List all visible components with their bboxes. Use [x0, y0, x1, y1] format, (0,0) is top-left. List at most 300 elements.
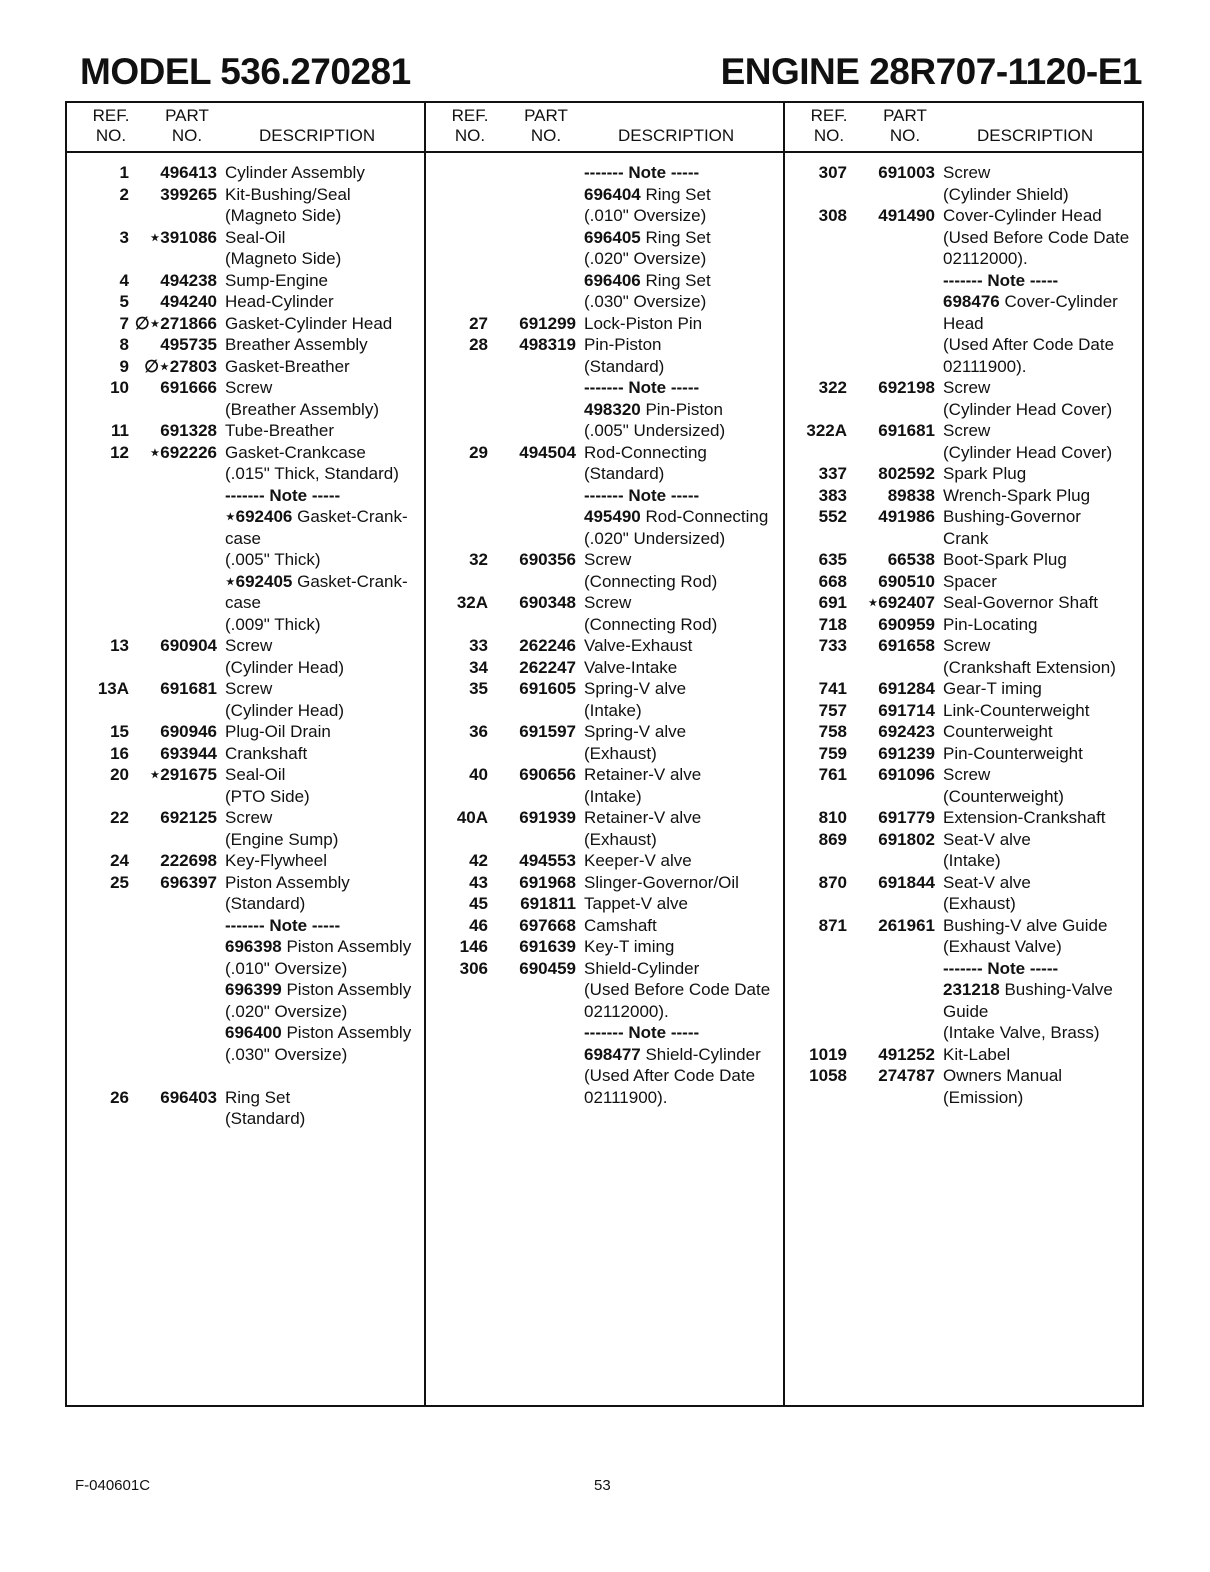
description: [943, 313, 984, 335]
description-text: (Cylinder Shield): [943, 184, 1069, 204]
ref-number: 46: [469, 915, 488, 935]
description: [943, 399, 1112, 421]
description: [584, 571, 717, 593]
description-text: (Cylinder Head Cover): [943, 442, 1113, 462]
column-1-rows: [67, 162, 425, 1130]
table-row: [785, 356, 1143, 378]
column-3: [785, 103, 1143, 1405]
table-row: [67, 334, 425, 356]
table-row: [426, 786, 784, 808]
description-text: Tappet-V alve: [584, 894, 688, 913]
description: [943, 227, 1129, 249]
description: [225, 786, 310, 808]
description: [943, 571, 997, 593]
alternate-part-number: 498320: [584, 399, 641, 419]
table-row: [426, 313, 784, 335]
part-number: 691681: [878, 421, 935, 440]
part-number: 697668: [519, 915, 576, 935]
description: [584, 463, 664, 485]
table-row: [67, 549, 425, 571]
description-text: Cylinder Assembly: [225, 163, 365, 182]
table-row: [67, 872, 425, 894]
table-row: [785, 721, 1143, 743]
alternate-part-number: 231218: [943, 980, 1000, 999]
alternate-part-number: 698477: [584, 1044, 641, 1064]
table-row: [426, 807, 784, 829]
description-text: Slinger-Governor/Oil: [584, 872, 739, 892]
description-text: Link-Counterweight: [943, 700, 1090, 720]
table-row: [426, 334, 784, 356]
description-text: Ring Set: [645, 184, 711, 204]
description-text: 02111900).: [584, 1087, 668, 1107]
note-separator: [943, 958, 1058, 980]
table-row: [67, 1087, 425, 1109]
ref-number: 5: [119, 292, 129, 311]
description: [943, 1001, 988, 1023]
description-text: Gasket-Crank-: [297, 571, 408, 591]
description: [225, 1087, 290, 1109]
description-text: Tube-Breather: [225, 421, 334, 440]
part-number: 491490: [878, 206, 935, 225]
description-text: Seat-V alve: [943, 872, 1031, 892]
table-row: [67, 506, 425, 528]
part-number: 690348: [519, 593, 576, 612]
part-number: 89838: [887, 485, 935, 505]
description: [943, 549, 1067, 571]
ref-number: 322: [818, 378, 847, 397]
part-number: 691666: [160, 378, 217, 397]
ref-number: 306: [459, 958, 488, 978]
part-number: 690459: [519, 958, 576, 978]
ref-number: 29: [469, 442, 488, 462]
table-row: [785, 872, 1143, 894]
description: [584, 872, 739, 894]
ref-number: 13: [110, 636, 129, 655]
part-number: 696403: [160, 1087, 217, 1107]
description-text: (.020" Oversize): [584, 249, 707, 268]
description-text: (Magneto Side): [225, 206, 342, 225]
part-number: 691714: [878, 700, 935, 720]
description-text: Head-Cylinder: [225, 292, 334, 311]
part-number: 399265: [160, 184, 217, 204]
table-row: [426, 227, 784, 249]
engine-title: ENGINE 28R707-1120-E1: [720, 51, 1142, 92]
description-text: (Counterweight): [943, 786, 1064, 806]
description-text: Gasket-Cylinder Head: [225, 313, 393, 333]
description-text: Valve-Intake: [584, 657, 678, 677]
description: [225, 227, 285, 249]
description-text: (Exhaust): [584, 743, 657, 763]
description: [584, 936, 674, 958]
part-no-header: PART NO.: [883, 106, 927, 145]
description: [584, 1001, 669, 1023]
part-number: 494240: [160, 292, 217, 311]
description: [943, 700, 1089, 722]
table-row: [426, 270, 784, 292]
description-text: (Standard): [225, 894, 306, 913]
column-2: [426, 103, 784, 1405]
description-text: (Intake): [584, 700, 642, 720]
note-separator: [584, 377, 699, 399]
description: [943, 829, 1031, 851]
description: [943, 807, 1106, 829]
description-text: Boot-Spark Plug: [943, 550, 1067, 569]
description-text: Piston Assembly: [286, 1023, 412, 1042]
description: [943, 1044, 1010, 1066]
description: [584, 399, 723, 421]
description-text: Spacer: [943, 571, 997, 591]
description: [225, 936, 411, 958]
table-row: [426, 1044, 784, 1066]
description-text: Pin-Piston: [645, 399, 723, 419]
part-number: 491252: [878, 1044, 935, 1064]
table-row: [785, 313, 1143, 335]
note-separator: [584, 485, 699, 507]
description-text: (Intake): [584, 786, 642, 806]
table-row: [785, 162, 1143, 184]
description: [943, 248, 1028, 270]
alternate-part-number: 696400: [225, 1023, 282, 1042]
description-text: Pin-Counterweight: [943, 743, 1083, 763]
ref-number: 36: [469, 722, 488, 741]
table-row: [67, 829, 425, 851]
table-row: [67, 700, 425, 722]
ref-number: 40A: [456, 808, 488, 827]
description-text: ------- Note -----: [584, 485, 700, 505]
part-number: 691284: [878, 679, 935, 698]
description-text: ------- Note -----: [584, 378, 700, 397]
ref-number: 26: [110, 1087, 129, 1107]
description-text: (Cylinder Head Cover): [943, 399, 1113, 419]
alternate-part-number: 696405: [584, 227, 641, 247]
description: [943, 485, 1090, 507]
description-text: Screw: [584, 593, 632, 612]
description: [943, 442, 1112, 464]
table-row: [785, 334, 1143, 356]
table-row: [426, 850, 784, 872]
table-row: [426, 205, 784, 227]
description-text: Screw: [943, 163, 991, 182]
table-row: [785, 1044, 1143, 1066]
description: [225, 313, 392, 335]
table-row: [785, 700, 1143, 722]
description: [225, 721, 331, 743]
ref-number: 20: [110, 765, 129, 784]
table-row: [426, 528, 784, 550]
description: [584, 614, 717, 636]
table-row: [426, 657, 784, 679]
table-row: [785, 915, 1143, 937]
description-text: Valve-Exhaust: [584, 636, 693, 655]
column-3-rows: [785, 162, 1143, 1108]
table-row: [785, 764, 1143, 786]
table-row: [67, 1001, 425, 1023]
table-row: [426, 721, 784, 743]
description-text: Piston Assembly: [286, 980, 412, 999]
description: [584, 958, 699, 980]
description-text: (Exhaust): [584, 829, 657, 849]
description-text: Head: [943, 313, 984, 333]
part-number: 494504: [519, 442, 576, 462]
description-header: DESCRIPTION: [618, 126, 735, 145]
description: [225, 205, 341, 227]
note-separator: [584, 1022, 699, 1044]
column-2-rows: [426, 162, 784, 1108]
description: [225, 377, 272, 399]
description: [225, 356, 350, 378]
alternate-part-number: 696398: [225, 937, 282, 956]
description-text: Ring Set: [645, 227, 711, 247]
description-text: Spring-V alve: [584, 679, 687, 698]
ref-number: 13A: [97, 679, 129, 698]
description: [943, 657, 1116, 679]
description: [584, 829, 657, 851]
table-row: [785, 205, 1143, 227]
description: [225, 592, 261, 614]
part-number: 691003: [878, 163, 935, 182]
description: [584, 786, 642, 808]
ref-number: 810: [818, 808, 847, 827]
description: [943, 850, 1001, 872]
part-number: 262247: [519, 657, 576, 677]
description-text: Seal-Oil: [225, 227, 286, 247]
part-number: 222698: [160, 851, 217, 870]
table-row: [785, 571, 1143, 593]
description: [225, 270, 328, 292]
description-text: ------- Note -----: [584, 163, 700, 182]
description: [943, 764, 990, 786]
table-row: [785, 184, 1143, 206]
ref-number: 27: [469, 313, 488, 333]
description: [943, 420, 990, 442]
description: [943, 872, 1031, 894]
table-row: [785, 850, 1143, 872]
description: [943, 721, 1053, 743]
description-text: Pin-Piston: [584, 335, 662, 354]
alternate-part-number: ⋆692406: [225, 507, 293, 526]
description: [584, 1087, 668, 1109]
description-text: Crankshaft: [225, 743, 308, 763]
description: [584, 700, 642, 722]
part-number: 494238: [160, 270, 217, 290]
description-text: Shield-Cylinder: [645, 1044, 761, 1064]
table-row: [785, 743, 1143, 765]
description: [225, 420, 334, 442]
description: [584, 1044, 761, 1066]
description-text: Keeper-V alve: [584, 851, 692, 870]
table-row: [785, 420, 1143, 442]
note-separator: [225, 915, 340, 937]
description: [225, 1022, 411, 1044]
ref-number: 758: [818, 722, 847, 741]
table-row: [67, 1108, 425, 1130]
table-row: [67, 614, 425, 636]
description: [225, 1001, 347, 1023]
table-row: [67, 893, 425, 915]
table-row: [426, 377, 784, 399]
description-text: ------- Note -----: [584, 1023, 700, 1042]
note-separator: [584, 162, 699, 184]
part-number: 261961: [878, 915, 935, 935]
description-text: (.009" Thick): [225, 614, 321, 634]
table-row: [426, 872, 784, 894]
ref-no-header: REF. NO.: [810, 106, 848, 145]
description: [584, 506, 768, 528]
description-text: Ring Set: [645, 270, 711, 290]
description: [584, 915, 657, 937]
part-number: 691597: [519, 722, 576, 741]
ref-number: 43: [469, 872, 488, 892]
table-row: [426, 915, 784, 937]
description: [225, 678, 272, 700]
ref-number: 11: [111, 421, 129, 440]
table-row: [785, 485, 1143, 507]
part-number: 691639: [519, 937, 576, 956]
description-text: Lock-Piston Pin: [584, 313, 703, 333]
ref-number: 12: [110, 442, 129, 462]
table-row: [785, 1087, 1143, 1109]
ref-number: 33: [469, 636, 488, 655]
description: [225, 162, 365, 184]
ref-number: 15: [110, 722, 129, 741]
description-text: (Breather Assembly): [225, 399, 379, 419]
table-row: [426, 700, 784, 722]
description: [584, 592, 631, 614]
description-text: Screw: [943, 378, 991, 397]
ref-number: 42: [469, 851, 488, 870]
table-row: [426, 356, 784, 378]
table-row: [785, 377, 1143, 399]
description-text: Screw: [943, 636, 991, 655]
description: [943, 528, 988, 550]
description: [943, 915, 1107, 937]
description: [225, 334, 368, 356]
part-number: 691779: [878, 808, 935, 827]
ref-number: 383: [818, 485, 847, 505]
description-text: Wrench-Spark Plug: [943, 485, 1091, 505]
table-row: [426, 678, 784, 700]
description: [225, 1108, 305, 1130]
description-text: (Standard): [225, 1109, 306, 1128]
description: [225, 463, 399, 485]
table-row: [785, 893, 1143, 915]
description: [225, 958, 347, 980]
description-header: DESCRIPTION: [259, 126, 376, 145]
part-number: 691096: [878, 765, 935, 784]
alternate-part-number: 696399: [225, 980, 282, 999]
table-row: [785, 463, 1143, 485]
part-no-header: PART NO.: [524, 106, 568, 145]
description-text: (.015" Thick, Standard): [225, 464, 399, 483]
description-text: Rod-Connecting: [584, 442, 707, 462]
description-text: (Used After Code Date: [584, 1066, 756, 1085]
table-row: [67, 227, 425, 249]
part-number: 692125: [160, 808, 217, 827]
table-row: [426, 506, 784, 528]
table-row: [785, 807, 1143, 829]
table-row: [785, 958, 1143, 980]
description-text: (Used Before Code Date: [584, 980, 771, 999]
description-text: Gasket-Breather: [225, 356, 350, 376]
ref-number: 741: [818, 679, 847, 698]
description-text: (PTO Side): [225, 786, 310, 806]
description: [584, 270, 711, 292]
ref-number: 10: [110, 378, 129, 397]
description: [225, 807, 272, 829]
description: [943, 334, 1114, 356]
table-row: [67, 248, 425, 270]
part-number: 691802: [878, 829, 935, 849]
description-text: (Used After Code Date: [943, 335, 1115, 354]
description: [584, 248, 706, 270]
alternate-part-number: 495490: [584, 507, 641, 526]
description-text: 02112000).: [584, 1001, 669, 1021]
description: [584, 549, 631, 571]
table-row: [426, 1001, 784, 1023]
table-row: [67, 979, 425, 1001]
table-row: [785, 1022, 1143, 1044]
table-row: [785, 248, 1143, 270]
description-text: (Crankshaft Extension): [943, 657, 1116, 677]
description-text: Spring-V alve: [584, 722, 687, 741]
part-number: 696397: [160, 872, 217, 892]
table-row: [67, 270, 425, 292]
table-row: [785, 549, 1143, 571]
table-row: [785, 1001, 1143, 1023]
description: [943, 936, 1062, 958]
table-row: [785, 786, 1143, 808]
table-row: [67, 592, 425, 614]
description: [584, 356, 664, 378]
ref-number: 1: [119, 163, 129, 182]
description-text: Rod-Connecting: [645, 507, 769, 526]
part-number: 690510: [878, 571, 935, 591]
description: [225, 528, 261, 550]
description: [943, 743, 1083, 765]
table-row: [785, 657, 1143, 679]
description: [225, 743, 307, 765]
ref-number: 1058: [809, 1066, 847, 1085]
part-number: ⋆291675: [149, 765, 217, 784]
table-row: [785, 678, 1143, 700]
description: [943, 463, 1026, 485]
description-text: Screw: [225, 636, 273, 655]
table-row: [67, 420, 425, 442]
description-text: Spark Plug: [943, 464, 1027, 483]
ref-number: 32: [469, 550, 488, 569]
table-row: [67, 313, 425, 335]
description-text: Seal-Oil: [225, 765, 286, 784]
description: [225, 291, 334, 313]
description-text: Screw: [943, 421, 991, 440]
description-text: Pin-Locating: [943, 614, 1038, 634]
description: [584, 442, 707, 464]
description-text: (.030" Oversize): [584, 292, 707, 311]
ref-number: 308: [818, 206, 847, 225]
part-number: 496413: [160, 163, 217, 182]
table-row: [426, 829, 784, 851]
description-text: Retainer-V alve: [584, 765, 702, 784]
part-number: 691939: [519, 808, 576, 827]
description-text: 02111900).: [943, 356, 1027, 376]
part-number: 498319: [519, 335, 576, 354]
table-row: [426, 1065, 784, 1087]
part-number: 262246: [519, 636, 576, 655]
table-row: [426, 979, 784, 1001]
part-number: 692423: [878, 722, 935, 741]
description-text: ------- Note -----: [225, 915, 341, 935]
description-text: (.010" Oversize): [225, 958, 348, 978]
